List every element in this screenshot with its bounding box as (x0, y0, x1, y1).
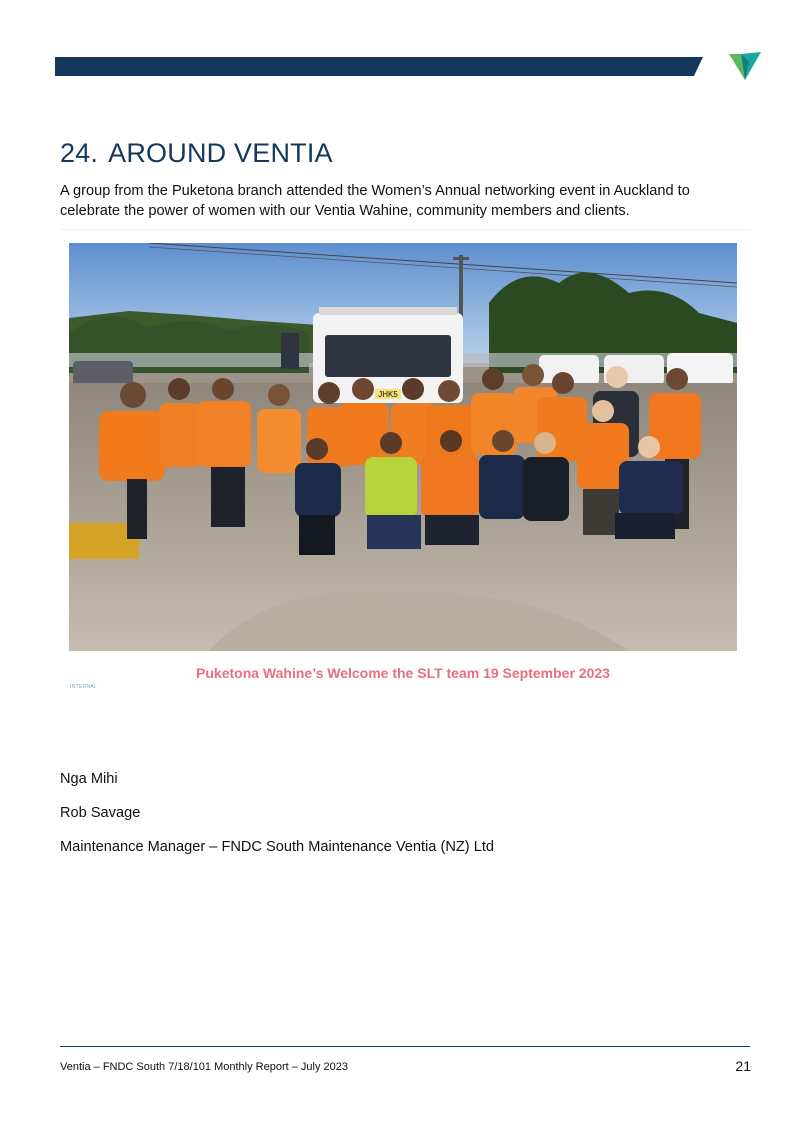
header-bar (55, 57, 703, 76)
signoff-greeting: Nga Mihi (60, 771, 118, 787)
ventia-logo-icon (729, 52, 761, 82)
group-photo (69, 243, 737, 651)
section-number: 24. (60, 138, 99, 168)
section-title (60, 138, 333, 169)
footer-text: Ventia – FNDC South 7/18/101 Monthly Report – July 2023 (60, 1061, 349, 1073)
page-number: 21 (735, 1058, 751, 1074)
section-title-text: AROUND VENTIA (108, 138, 333, 168)
divider (60, 229, 750, 230)
internal-label: INTERNAL (70, 684, 98, 690)
truck-plate: JHK5 (378, 390, 398, 399)
signoff-role: Maintenance Manager – FNDC South Maintenance Ventia (NZ) Ltd (60, 839, 494, 855)
signoff-name: Rob Savage (60, 805, 141, 821)
intro-paragraph: A group from the Puketona branch attended the Women’s Annual networking event in Auckland to celebrate the power of women with our Ventia Wahine, community members and clients. (60, 183, 690, 219)
footer-rule (60, 1046, 750, 1047)
photo-caption: Puketona Wahine’s Welcome the SLT team 19 September 2023 (196, 665, 610, 681)
